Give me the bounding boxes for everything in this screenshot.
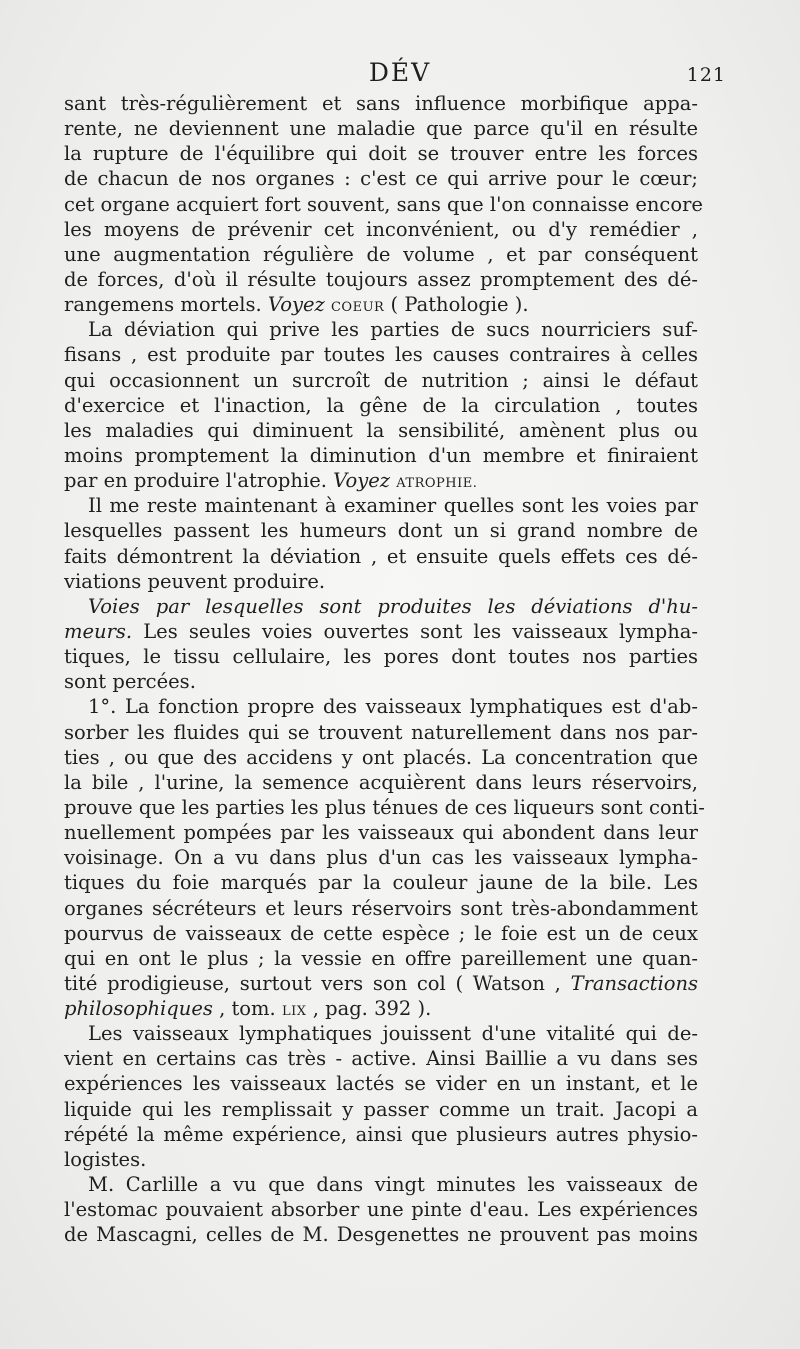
line-text: l'estomac pouvaient absorber une pinte d'eau. Les expériences bbox=[64, 1198, 698, 1222]
line-text: sont percées. bbox=[64, 670, 196, 694]
text-line bbox=[64, 1071, 698, 1096]
text-line bbox=[64, 921, 698, 946]
text-line bbox=[64, 1021, 698, 1046]
line-text: de forces, d'où il résulte toujours assez promptement des dé- bbox=[64, 267, 698, 291]
text-line bbox=[64, 493, 698, 518]
line-text: lesquelles passent les humeurs dont un si grand nombre de bbox=[64, 519, 698, 543]
line-text: , tom. bbox=[219, 997, 276, 1021]
text-line bbox=[64, 996, 698, 1021]
text-line bbox=[64, 242, 698, 267]
line-text: liquide qui les remplissait y passer comme un trait. Jacopi a bbox=[64, 1097, 698, 1121]
line-text: Voies par lesquelles sont produites les déviations d'hu- bbox=[88, 594, 698, 618]
text-line bbox=[64, 820, 698, 845]
text-line bbox=[64, 1122, 698, 1147]
page-number: 121 bbox=[686, 64, 726, 86]
small-caps-text: ATROPHIE. bbox=[396, 476, 478, 492]
line-text: tiques du foie marqués par la couleur jaune de la bile. Les bbox=[64, 871, 698, 895]
text-line bbox=[64, 845, 698, 870]
small-caps-text: LIX bbox=[281, 1004, 307, 1020]
line-text: vient en certains cas très - active. Ainsi Baillie a vu dans ses bbox=[64, 1047, 698, 1071]
line-text: la bile , l'urine, la semence acquièrent dans leurs réservoirs, bbox=[64, 770, 698, 794]
line-text: sorber les fluides qui se trouvent naturellement dans nos par- bbox=[64, 720, 698, 744]
line-text: les maladies qui diminuent la sensibilité, amènent plus ou bbox=[64, 418, 698, 442]
text-line bbox=[64, 669, 698, 694]
line-text: faits démontrent la déviation , et ensuite quels effets ces dé- bbox=[64, 544, 698, 568]
line-text: expériences les vaisseaux lactés se vider en un instant, et le bbox=[64, 1072, 698, 1096]
text-line bbox=[64, 1172, 698, 1197]
text-line bbox=[64, 393, 698, 418]
text-line bbox=[64, 594, 698, 619]
text-line bbox=[64, 745, 698, 770]
line-text: tité prodigieuse, surtout vers son col ( Watson , bbox=[64, 971, 561, 995]
line-text: qui en ont le plus ; la vessie en offre pareillement une quan- bbox=[64, 946, 698, 970]
line-text: de Mascagni, celles de M. Desgenettes ne prouvent pas moins bbox=[64, 1223, 698, 1247]
text-line bbox=[64, 141, 698, 166]
text-line bbox=[64, 694, 698, 719]
text-line bbox=[64, 720, 698, 745]
line-text: moins promptement la diminution d'un membre et finiraient bbox=[64, 443, 698, 467]
line-text: Les vaisseaux lymphatiques jouissent d'une vitalité qui de- bbox=[88, 1022, 698, 1046]
text-line bbox=[64, 418, 698, 443]
text-line bbox=[64, 368, 698, 393]
text-line bbox=[64, 342, 698, 367]
text-line bbox=[64, 619, 698, 644]
text-line bbox=[64, 443, 698, 468]
text-line bbox=[64, 1222, 698, 1247]
text-line bbox=[64, 1197, 698, 1222]
line-text: fisans , est produite par toutes les causes contraires à celles bbox=[64, 343, 698, 367]
text-line bbox=[64, 971, 698, 996]
line-text: Les seules voies ouvertes sont les vaisseaux lympha- bbox=[143, 619, 698, 643]
line-text: d'exercice et l'inaction, la gêne de la circulation , toutes bbox=[64, 393, 698, 417]
text-line bbox=[64, 116, 698, 141]
line-text: pourvus de vaisseaux de cette espèce ; le foie est un de ceux bbox=[64, 921, 698, 945]
line-text: la rupture de l'équilibre qui doit se trouver entre les forces bbox=[64, 142, 698, 166]
line-text: une augmentation régulière de volume , et par conséquent bbox=[64, 242, 698, 266]
text-line bbox=[64, 91, 698, 116]
line-text-tail: ( Pathologie ). bbox=[390, 293, 529, 317]
text-line bbox=[64, 770, 698, 795]
line-text: M. Carlille a vu que dans vingt minutes les vaisseaux de bbox=[88, 1173, 698, 1197]
italic-text: Voyez bbox=[267, 293, 325, 317]
text-line bbox=[64, 1046, 698, 1071]
text-line bbox=[64, 317, 698, 342]
text-line bbox=[64, 1147, 698, 1172]
italic-text: Transactions bbox=[570, 971, 699, 995]
line-text: rente, ne deviennent une maladie que parce qu'il en résulte bbox=[64, 117, 698, 141]
line-text: viations peuvent produire. bbox=[64, 569, 326, 593]
small-caps-text: COEUR bbox=[330, 300, 385, 316]
text-line bbox=[64, 896, 698, 921]
line-text: organes sécréteurs et leurs réservoirs sont très-abondamment bbox=[64, 896, 698, 920]
text-line bbox=[64, 544, 698, 569]
text-line bbox=[64, 217, 698, 242]
line-text-tail: , pag. 392 ). bbox=[312, 997, 432, 1021]
line-text: ties , ou que des accidens y ont placés. La concentration que bbox=[64, 745, 698, 769]
running-head: DÉV bbox=[368, 58, 432, 87]
text-line bbox=[64, 946, 698, 971]
line-text: rangemens mortels. bbox=[64, 293, 262, 317]
body-text bbox=[64, 91, 705, 1247]
text-line bbox=[64, 468, 698, 493]
text-line bbox=[64, 569, 698, 594]
text-line bbox=[64, 518, 698, 543]
line-text: Il me reste maintenant à examiner quelles sont les voies par bbox=[88, 494, 698, 518]
text-line bbox=[64, 1097, 698, 1122]
text-line bbox=[64, 267, 698, 292]
line-text: répété la même expérience, ainsi que plusieurs autres physio- bbox=[64, 1122, 698, 1146]
italic-text: philosophiques bbox=[64, 997, 213, 1021]
text-line bbox=[64, 644, 698, 669]
line-text: sant très-régulièrement et sans influence morbifique appa- bbox=[64, 92, 698, 115]
line-text: cet organe acquiert fort souvent, sans que l'on connaisse encore bbox=[64, 192, 703, 216]
text-line bbox=[64, 795, 705, 820]
line-text: prouve que les parties les plus ténues de ces liqueurs sont conti- bbox=[64, 795, 705, 819]
line-text: les moyens de prévenir cet inconvénient, ou d'y remédier , bbox=[64, 217, 698, 241]
text-line bbox=[64, 166, 698, 191]
line-text: par en produire l'atrophie. bbox=[64, 469, 327, 493]
line-text: La déviation qui prive les parties de sucs nourriciers suf- bbox=[88, 318, 698, 342]
italic-text: meurs. bbox=[64, 619, 133, 643]
text-line bbox=[64, 292, 698, 317]
text-line bbox=[64, 192, 703, 217]
italic-text: Voyez bbox=[333, 469, 391, 493]
text-line bbox=[64, 870, 698, 895]
line-text: de chacun de nos organes : c'est ce qui arrive pour le cœur; bbox=[64, 167, 698, 191]
line-text: tiques, le tissu cellulaire, les pores dont toutes nos parties bbox=[64, 645, 698, 669]
line-text: nuellement pompées par les vaisseaux qui abondent dans leur bbox=[64, 821, 698, 845]
line-text: logistes. bbox=[64, 1147, 147, 1171]
line-text: voisinage. On a vu dans plus d'un cas les vaisseaux lympha- bbox=[64, 846, 698, 870]
line-text: qui occasionnent un surcroît de nutrition ; ainsi le défaut bbox=[64, 368, 698, 392]
line-text: 1°. La fonction propre des vaisseaux lymphatiques est d'ab- bbox=[88, 695, 698, 719]
